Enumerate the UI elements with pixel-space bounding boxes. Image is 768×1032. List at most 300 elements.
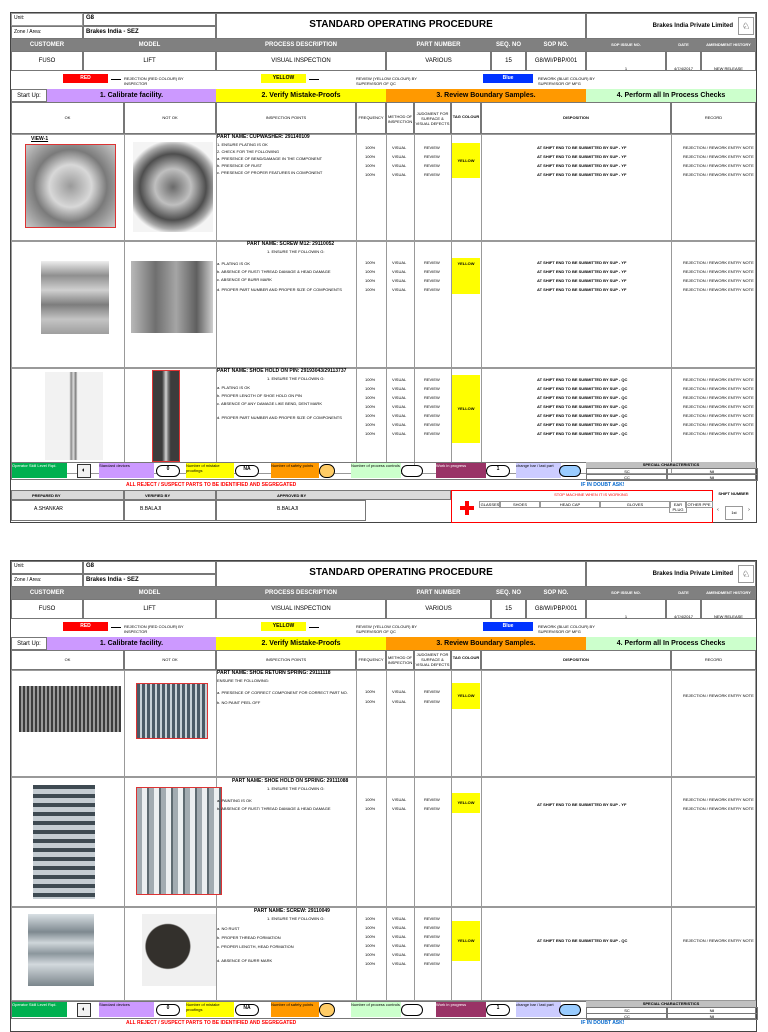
safety-points-label: Number of safety points — [271, 463, 319, 478]
method-cell: VISUAL — [392, 925, 407, 930]
freq-cell: 100% — [365, 377, 376, 382]
freq-cell: 100% — [365, 145, 376, 150]
judgment-cell: REVIEW — [424, 699, 440, 704]
col-sopno: SOP NO. — [526, 39, 586, 51]
part-name: PART NAME: CUPWASHER: 291140109 — [217, 134, 310, 140]
point: c. PRESENCE OF PROPER FEATURES IN COMPONENT — [217, 170, 323, 175]
col-model: MODEL — [83, 39, 216, 51]
col-process: PROCESS DESCRIPTION — [216, 39, 386, 51]
judgment-cell: REVIEW — [424, 961, 440, 966]
method-cell: VISUAL — [392, 806, 407, 811]
wip-value: 1 — [486, 465, 510, 477]
freq-cell: 100% — [365, 260, 376, 265]
th-points: INSPECTION POINTS — [216, 102, 356, 134]
judgment-cell: REVIEW — [424, 934, 440, 939]
method-cell: VISUAL — [392, 943, 407, 948]
disposition-cell: AT SHIFT END TO BE SUBMITTED BY SUP - YF — [537, 163, 627, 168]
record-cell: REJECTION / REWORK ENTRY NOTE — [683, 797, 754, 802]
val-date: 4/7/4/2017 — [666, 599, 701, 619]
sop-sheet-2 — [10, 560, 757, 1032]
change-bar-oval — [559, 465, 581, 477]
point: d. ABSENCE OF BURR MARK — [217, 958, 273, 963]
unit-label: Unit: — [11, 13, 83, 26]
method-cell: VISUAL — [392, 404, 407, 409]
th-judgment: JUDGMENT FOR SURFACE & VISUAL DEFECTS — [414, 102, 451, 134]
th-tagcol: TAG COLOUR — [451, 650, 481, 670]
method-cell: VISUAL — [392, 916, 407, 921]
disposition-cell: AT SHIFT END TO BE SUBMITTED BY SUP - YF — [537, 260, 627, 265]
approved-by-label: APPROVED BY — [216, 490, 451, 500]
freq-cell: 100% — [365, 422, 376, 427]
point: a. NO RUST — [217, 926, 240, 931]
method-cell: VISUAL — [392, 395, 407, 400]
wip-label: Work in progress — [436, 1002, 486, 1017]
col-partnumber: PART NUMBER — [386, 39, 491, 51]
method-cell: VISUAL — [392, 260, 407, 265]
record-cell: REJECTION / REWORK ENTRY NOTE — [683, 806, 754, 811]
method-cell: VISUAL — [392, 278, 407, 283]
ppe-shoes: SHOES — [499, 501, 541, 508]
freq-cell: 100% — [365, 404, 376, 409]
section-2 — [11, 241, 756, 368]
judgment-cell: REVIEW — [424, 278, 440, 283]
verified-name: B.BALAJI — [124, 500, 216, 521]
legend-blue: Blue — [483, 622, 533, 631]
view-label: VIEW-1 — [31, 136, 49, 142]
freq-cell: 100% — [365, 413, 376, 418]
step-boundary-samples: 3. Review Boundary Samples. — [386, 89, 586, 102]
sc-value: Nil — [666, 468, 758, 475]
legend-yellow: YELLOW — [261, 74, 306, 83]
th-freq: FREQUENCY — [356, 650, 386, 670]
skill-icon: ◐ — [77, 464, 91, 478]
pin-notok-image — [152, 370, 180, 462]
sc-value: Nil — [666, 1007, 758, 1014]
disposition-cell: AT SHIFT END TO BE SUBMITTED BY SUP - QC — [537, 395, 628, 400]
method-cell: VISUAL — [392, 145, 407, 150]
point: d. PROPER PART NUMBER AND PROPER SIZE OF COMPONENTS — [217, 287, 342, 292]
judgment-cell: REVIEW — [424, 413, 440, 418]
disposition-cell: AT SHIFT END TO BE SUBMITTED BY SUP - QC — [537, 377, 628, 382]
change-bar-label: change bar / last part — [516, 463, 561, 478]
tag-yellow: YELLOW — [452, 143, 480, 178]
judgment-cell: REVIEW — [424, 431, 440, 436]
point: b. PROPER THREAD FORMATION — [217, 935, 281, 940]
legend-yellow: YELLOW — [261, 622, 306, 631]
col-amendment: AMENDMENT HISTORY — [701, 39, 756, 51]
cc-value: Nil — [666, 474, 758, 481]
judgment-cell: REVIEW — [424, 163, 440, 168]
record-cell: REJECTION / REWORK ENTRY NOTE — [683, 172, 754, 177]
disposition-cell: AT SHIFT END TO BE SUBMITTED BY SUP - YF — [537, 145, 627, 150]
cupwasher-ok-image — [25, 144, 116, 228]
pin-ok-image — [45, 372, 103, 460]
legend-red-desc: REJECTION (RED COLOUR) BY INSPECTOR — [124, 76, 184, 86]
th-notok: NOT OK — [124, 102, 216, 134]
th-tagcol: TAG COLOUR — [451, 102, 481, 134]
judgment-cell: REVIEW — [424, 172, 440, 177]
prepared-by-label: PREPARED BY — [11, 490, 124, 500]
legend-yellow-desc: REVIEW (YELLOW COLOUR) BY SUPERVISOR OF QC — [356, 76, 417, 86]
disposition-cell: AT SHIFT END TO BE SUBMITTED BY SUP - QC — [537, 422, 628, 427]
point: a. PRESENCE OF CORRECT COMPONENT FOR CORRECT PART NO. — [217, 690, 348, 695]
legend-blue: Blue — [483, 74, 533, 83]
section-1 — [11, 134, 756, 241]
tag-yellow: YELLOW — [452, 258, 480, 294]
ppe-gloves: GLOVES — [599, 501, 671, 508]
cc-value: Nil — [666, 1013, 758, 1020]
th-ok: OK — [11, 650, 124, 670]
step-calibrate: 1. Calibrate facility. — [47, 89, 216, 102]
if-in-doubt: IF IN DOUBT ASK! — [581, 482, 625, 488]
shift-value: 1st — [725, 506, 743, 520]
val-customer: FUSO — [11, 599, 83, 619]
record-cell: REJECTION / REWORK ENTRY NOTE — [683, 377, 754, 382]
standard-devices-label: Standard devices — [99, 463, 154, 478]
judgment-cell: REVIEW — [424, 925, 440, 930]
disposition-cell: AT SHIFT END TO BE SUBMITTED BY SUP - YF — [537, 802, 627, 807]
judgment-cell: REVIEW — [424, 287, 440, 292]
safety-points-oval — [319, 1003, 335, 1017]
tag-yellow: YELLOW — [452, 921, 480, 961]
method-cell: VISUAL — [392, 431, 407, 436]
process-controls-label: Number of process controls — [351, 463, 401, 478]
first-aid-icon — [460, 501, 474, 515]
point: 1. ENSURE PLATING IS OK — [217, 142, 268, 147]
step-process-checks: 4. Perform all In Process Checks — [586, 89, 756, 102]
step-mistake-proofs: 2. Verify Mistake-Proofs — [216, 89, 386, 102]
th-notok: NOT OK — [124, 650, 216, 670]
shift-next-icon[interactable]: › — [748, 507, 750, 513]
judgment-cell: REVIEW — [424, 916, 440, 921]
cc-label: CC — [586, 474, 668, 481]
val-model: LIFT — [83, 599, 216, 619]
point: c. ABSENCE OF ANY DAMAGE LIKE BEND, DENT MARK — [217, 401, 322, 406]
th-judgment: JUDGMENT FOR SURFACE & VISUAL DEFECTS — [414, 650, 451, 670]
return-spring-ok-image — [19, 686, 121, 732]
zone-value: Brakes India - SEZ — [83, 26, 216, 39]
col-sopissue: SOP ISSUE NO. — [586, 587, 666, 599]
method-cell: VISUAL — [392, 952, 407, 957]
freq-cell: 100% — [365, 287, 376, 292]
part-name: PART NAME: SHOE HOLD ON PIN: 29193043/29113737 — [217, 368, 347, 374]
tag-yellow: YELLOW — [452, 683, 480, 709]
disposition-cell: AT SHIFT END TO BE SUBMITTED BY SUP - QC — [537, 404, 628, 409]
val-model: LIFT — [83, 51, 216, 71]
safety-points-label: Number of safety points — [271, 1002, 319, 1017]
legend-dash-red — [111, 627, 121, 628]
val-seqno: 15 — [491, 51, 526, 71]
operator-skill: Operator Skill Level Rqd. — [12, 463, 67, 478]
judgment-cell: REVIEW — [424, 943, 440, 948]
step-calibrate: 1. Calibrate facility. — [47, 637, 216, 650]
point: b. PROPER LENGTH OF SHOE HOLD ON PIN — [217, 393, 302, 398]
col-customer: CUSTOMER — [11, 39, 83, 51]
val-partnumber: VARIOUS — [386, 599, 491, 619]
disposition-cell: AT SHIFT END TO BE SUBMITTED BY SUP - YF — [537, 269, 627, 274]
method-cell: VISUAL — [392, 961, 407, 966]
judgment-cell: REVIEW — [424, 269, 440, 274]
record-cell: REJECTION / REWORK ENTRY NOTE — [683, 404, 754, 409]
judgment-cell: REVIEW — [424, 404, 440, 409]
if-in-doubt: IF IN DOUBT ASK! — [581, 1020, 625, 1026]
cupwasher-notok-image — [133, 142, 213, 232]
point: a. PLATING IS OK — [217, 261, 251, 266]
method-cell: VISUAL — [392, 172, 407, 177]
startup-label: Start Up: — [11, 637, 47, 650]
val-partnumber: VARIOUS — [386, 51, 491, 71]
point: c. PROPER LENGTH, HEAD FORMATION — [217, 944, 294, 949]
val-sopno: G8/WI/PBP/001 — [526, 51, 586, 71]
legend-blue-desc: REWORK (BLUE COLOUR) BY SUPERVISOR OF MFG — [538, 76, 595, 86]
judgment-cell: REVIEW — [424, 386, 440, 391]
col-sopno: SOP NO. — [526, 587, 586, 599]
hold-spring-ok-image — [33, 785, 95, 899]
step-boundary-samples: 3. Review Boundary Samples. — [386, 637, 586, 650]
point: ENSURE THE FOLLOWING: — [217, 678, 269, 683]
page-title: STANDARD OPERATING PROCEDURE — [216, 13, 586, 39]
approved-name: B.BALAJI — [216, 500, 366, 521]
record-cell: REJECTION / REWORK ENTRY NOTE — [683, 278, 754, 283]
th-method: METHOD OF INSPECTION — [386, 650, 414, 670]
record-cell: REJECTION / REWORK ENTRY NOTE — [683, 422, 754, 427]
method-cell: VISUAL — [392, 377, 407, 382]
freq-cell: 100% — [365, 395, 376, 400]
point: 1. ENSURE THE FOLLOWIN G: — [267, 786, 325, 791]
special-characteristics: SPECIAL CHARACTERISTICS — [586, 1001, 756, 1007]
judgment-cell: REVIEW — [424, 260, 440, 265]
th-points: INSPECTION POINTS — [216, 650, 356, 670]
judgment-cell: REVIEW — [424, 145, 440, 150]
method-cell: VISUAL — [392, 689, 407, 694]
unit-value: G8 — [83, 13, 216, 26]
standard-devices-label: Standard devices — [99, 1002, 154, 1017]
legend-red: RED — [63, 622, 108, 631]
freq-cell: 100% — [365, 154, 376, 159]
process-controls-oval — [401, 465, 423, 477]
prepared-name: A.SHANKAR — [11, 500, 124, 521]
skill-icon: ◐ — [77, 1003, 91, 1017]
section-3 — [11, 368, 756, 474]
screw-notok-image — [142, 914, 216, 986]
part-name: PART NAME: SCREW: 29110049 — [254, 908, 330, 914]
col-partnumber: PART NUMBER — [386, 587, 491, 599]
th-record: RECORD — [671, 650, 756, 670]
shift-number-label: SHIFT NUMBER — [718, 491, 749, 496]
method-cell: VISUAL — [392, 269, 407, 274]
freq-cell: 100% — [365, 431, 376, 436]
cc-label: CC — [586, 1013, 668, 1020]
freq-cell: 100% — [365, 797, 376, 802]
record-cell: REJECTION / REWORK ENTRY NOTE — [683, 386, 754, 391]
disposition-cell: AT SHIFT END TO BE SUBMITTED BY SUP - QC — [537, 938, 628, 943]
wip-label: Work in progress — [436, 463, 486, 478]
judgment-cell: REVIEW — [424, 952, 440, 957]
hold-spring-notok-image — [136, 787, 222, 895]
company-logo: ♘ — [738, 17, 754, 35]
part-name: PART NAME: SHOE HOLD ON SPRING: 29111088 — [232, 778, 349, 784]
judgment-cell: REVIEW — [424, 797, 440, 802]
record-cell: REJECTION / REWORK ENTRY NOTE — [683, 395, 754, 400]
legend-blue-desc: REWORK (BLUE COLOUR) BY SUPERVISOR OF MFG — [538, 624, 595, 634]
th-disposition: DISPOSITION — [481, 102, 671, 134]
col-amendment: AMENDMENT HISTORY — [701, 587, 756, 599]
ppe-glasses: GLASSES — [480, 502, 500, 507]
sc-label: SC — [586, 468, 668, 475]
freq-cell: 100% — [365, 278, 376, 283]
part-name: PART NAME: SCREW M12: 29110052 — [247, 241, 335, 247]
col-date: DATE — [666, 587, 701, 599]
val-sopissue: 1 — [586, 51, 666, 71]
reject-note: ALL REJECT / SUSPECT PARTS TO BE IDENTIFIED AND SEGREGATED — [126, 482, 297, 488]
disposition-cell: AT SHIFT END TO BE SUBMITTED BY SUP - YF — [537, 154, 627, 159]
freq-cell: 100% — [365, 952, 376, 957]
col-model: MODEL — [83, 587, 216, 599]
disposition-cell: AT SHIFT END TO BE SUBMITTED BY SUP - YF — [537, 287, 627, 292]
point: c. ABSENCE OF BURR MARK — [217, 277, 272, 282]
stop-machine-note: STOP MACHINE WHEN IT IS WORKING — [554, 492, 628, 497]
company-name: Brakes India Private Limited — [586, 13, 756, 39]
th-record: RECORD — [671, 102, 756, 134]
record-cell: REJECTION / REWORK ENTRY NOTE — [683, 163, 754, 168]
col-sopissue: SOP ISSUE NO. — [586, 39, 666, 51]
ppe-head-cap: HEAD CAP — [539, 501, 601, 508]
operator-skill: Operator Skill Level Rqd. — [12, 1002, 67, 1017]
freq-cell: 100% — [365, 934, 376, 939]
th-disposition: DISPOSITION — [481, 650, 671, 670]
judgment-cell: REVIEW — [424, 395, 440, 400]
method-cell: VISUAL — [392, 699, 407, 704]
process-controls-label: Number of process controls — [351, 1002, 401, 1017]
val-amendment: NEW RELEASE — [701, 599, 756, 619]
point: a. PAINTING IS OK — [217, 798, 252, 803]
method-cell: VISUAL — [392, 386, 407, 391]
method-cell: VISUAL — [392, 934, 407, 939]
freq-cell: 100% — [365, 943, 376, 948]
disposition-cell: AT SHIFT END TO BE SUBMITTED BY SUP - QC — [537, 413, 628, 418]
screw-notok-image — [131, 261, 213, 333]
standard-devices-count: 0 — [156, 465, 180, 477]
val-seqno: 15 — [491, 599, 526, 619]
part-name: PART NAME: SHOE RETURN SPRING: 29111118 — [217, 670, 331, 676]
point: 1. ENSURE THE FOLLOWIN G: — [267, 249, 325, 254]
col-customer: CUSTOMER — [11, 587, 83, 599]
val-process: VISUAL INSPECTION — [216, 599, 386, 619]
record-cell: REJECTION / REWORK ENTRY NOTE — [683, 145, 754, 150]
legend-red: RED — [63, 74, 108, 83]
freq-cell: 100% — [365, 172, 376, 177]
record-cell: REJECTION / REWORK ENTRY NOTE — [683, 269, 754, 274]
tag-yellow: YELLOW — [452, 375, 480, 443]
point: b. ABSENCE OF RUST/ THREAD DAMAGE & HEAD DAMAGE — [217, 806, 331, 811]
sop-sheet-1 — [10, 12, 757, 523]
tag-yellow: YELLOW — [452, 793, 480, 813]
point: 1. ENSURE THE FOLLOWIN G: — [267, 376, 325, 381]
th-freq: FREQUENCY — [356, 102, 386, 134]
screw-ok-image — [28, 914, 94, 986]
return-spring-notok-image — [136, 683, 208, 739]
shift-prev-icon[interactable]: ‹ — [717, 507, 719, 513]
disposition-cell: AT SHIFT END TO BE SUBMITTED BY SUP - QC — [537, 431, 628, 436]
judgment-cell: REVIEW — [424, 154, 440, 159]
val-process: VISUAL INSPECTION — [216, 51, 386, 71]
company-name: Brakes India Private Limited — [586, 561, 756, 587]
freq-cell: 100% — [365, 163, 376, 168]
legend-red-desc: REJECTION (RED COLOUR) BY INSPECTOR — [124, 624, 184, 634]
process-controls-oval — [401, 1004, 423, 1016]
method-cell: VISUAL — [392, 287, 407, 292]
zone-label: Zone / Area: — [11, 26, 83, 39]
judgment-cell: REVIEW — [424, 689, 440, 694]
val-sopissue: 1 — [586, 599, 666, 619]
step-mistake-proofs: 2. Verify Mistake-Proofs — [216, 637, 386, 650]
record-cell: REJECTION / REWORK ENTRY NOTE — [683, 431, 754, 436]
legend-dash-yellow — [309, 627, 319, 628]
record-cell: REJECTION / REWORK ENTRY NOTE — [683, 938, 754, 943]
mistake-proofing-value: NA — [235, 1004, 259, 1016]
ppe-other: OTHER PPE — [685, 501, 713, 508]
point: a. PRESENCE OF BEND/DAMAGE IN THE COMPONENT — [217, 156, 323, 161]
zone-label: Zone / Area: — [11, 574, 83, 587]
freq-cell: 100% — [365, 699, 376, 704]
ppe-ear-plug: EAR PLUG — [669, 501, 687, 513]
special-characteristics: SPECIAL CHARACTERISTICS — [586, 462, 756, 468]
val-amendment: NEW RELEASE — [701, 51, 756, 71]
record-cell: REJECTION / REWORK ENTRY NOTE — [683, 154, 754, 159]
zone-value: Brakes India - SEZ — [83, 574, 216, 587]
val-customer: FUSO — [11, 51, 83, 71]
safety-points-oval — [319, 464, 335, 478]
point: d. PROPER PART NUMBER AND PROPER SIZE OF COMPONENTS — [217, 415, 342, 420]
wip-value: 1 — [486, 1004, 510, 1016]
method-cell: VISUAL — [392, 413, 407, 418]
record-cell: REJECTION / REWORK ENTRY NOTE — [683, 287, 754, 292]
method-cell: VISUAL — [392, 163, 407, 168]
disposition-cell: AT SHIFT END TO BE SUBMITTED BY SUP - YF — [537, 172, 627, 177]
mistake-proofing-label: Number of mistake proofings — [186, 463, 234, 478]
disposition-cell: AT SHIFT END TO BE SUBMITTED BY SUP - QC — [537, 386, 628, 391]
val-date: 4/7/4/2017 — [666, 51, 701, 71]
step-process-checks: 4. Perform all In Process Checks — [586, 637, 756, 650]
company-logo: ♘ — [738, 565, 754, 583]
section-2 — [11, 777, 756, 907]
point: b. NO PAINT PEEL OFF — [217, 700, 261, 705]
method-cell: VISUAL — [392, 422, 407, 427]
freq-cell: 100% — [365, 806, 376, 811]
point: 2. CHECK FOR THE FOLLOWING — [217, 149, 280, 154]
judgment-cell: REVIEW — [424, 806, 440, 811]
section-3 — [11, 907, 756, 1001]
standard-devices-count: 0 — [156, 1004, 180, 1016]
freq-cell: 100% — [365, 386, 376, 391]
legend-yellow-desc: REVIEW (YELLOW COLOUR) BY SUPERVISOR OF QC — [356, 624, 417, 634]
sc-label: SC — [586, 1007, 668, 1014]
section-1 — [11, 670, 756, 777]
th-ok: OK — [11, 102, 124, 134]
freq-cell: 100% — [365, 689, 376, 694]
reject-note: ALL REJECT / SUSPECT PARTS TO BE IDENTIFIED AND SEGREGATED — [126, 1020, 297, 1026]
mistake-proofing-value: NA — [235, 465, 259, 477]
verified-by-label: VERIFIED BY — [124, 490, 216, 500]
col-date: DATE — [666, 39, 701, 51]
point: 1. ENSURE THE FOLLOWIN G: — [267, 916, 325, 921]
val-sopno: G8/WI/PBP/001 — [526, 599, 586, 619]
record-cell: REJECTION / REWORK ENTRY NOTE — [683, 260, 754, 265]
col-seqno: SEQ. NO — [491, 587, 526, 599]
change-bar-oval — [559, 1004, 581, 1016]
point: b. ABSENCE OF RUST/ THREAD DAMAGE & HEAD DAMAGE — [217, 269, 331, 274]
th-method: METHOD OF INSPECTION — [386, 102, 414, 134]
